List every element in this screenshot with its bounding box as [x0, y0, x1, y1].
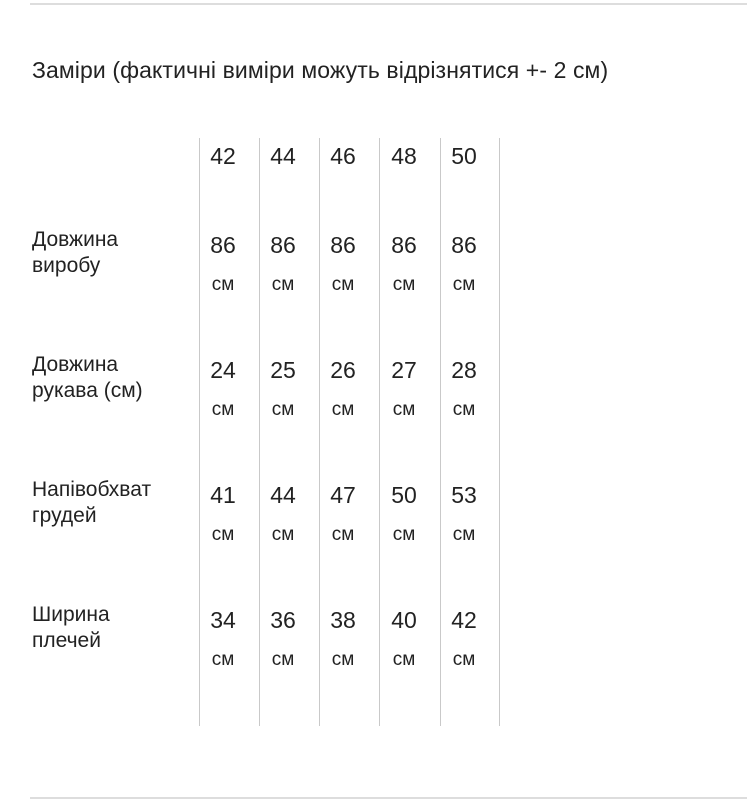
table-cell: 40 см [391, 607, 417, 670]
table-cell: 86 см [270, 232, 296, 295]
bottom-divider [30, 797, 747, 799]
table-cell: 28 см [451, 357, 477, 420]
table-cell: 53 см [451, 482, 477, 545]
size-header-42: 42 [210, 143, 236, 169]
page-title: Заміри (фактичні виміри можуть відрізнятися +- 2 см) [32, 57, 609, 83]
table-cell: 86 см [330, 232, 356, 295]
table-cell: 50 см [391, 482, 417, 545]
table-cell: 24 см [210, 357, 236, 420]
row-label-half-chest: Напівобхват грудей [32, 478, 152, 527]
table-cell: 38 см [330, 607, 356, 670]
row-label-shoulder-width: Ширина плечей [32, 603, 110, 652]
row-label-length: Довжина виробу [32, 228, 119, 277]
size-header-50: 50 [451, 143, 477, 169]
table-cell: 42 см [451, 607, 477, 670]
table-cell: 26 см [330, 357, 356, 420]
table-cell: 27 см [391, 357, 417, 420]
table-cell: 25 см [270, 357, 296, 420]
size-header-48: 48 [391, 143, 417, 169]
table-cell: 41 см [210, 482, 236, 545]
table-cell: 36 см [270, 607, 296, 670]
row-label-sleeve-length: Довжина рукава (см) [32, 353, 143, 402]
table-cell: 86 см [451, 232, 477, 295]
column-divider [499, 138, 500, 726]
size-header-46: 46 [330, 143, 356, 169]
table-cell: 47 см [330, 482, 356, 545]
top-divider [30, 3, 747, 5]
size-header-44: 44 [270, 143, 296, 169]
table-cell: 86 см [210, 232, 236, 295]
table-cell: 44 см [270, 482, 296, 545]
table-cell: 86 см [391, 232, 417, 295]
table-cell: 34 см [210, 607, 236, 670]
